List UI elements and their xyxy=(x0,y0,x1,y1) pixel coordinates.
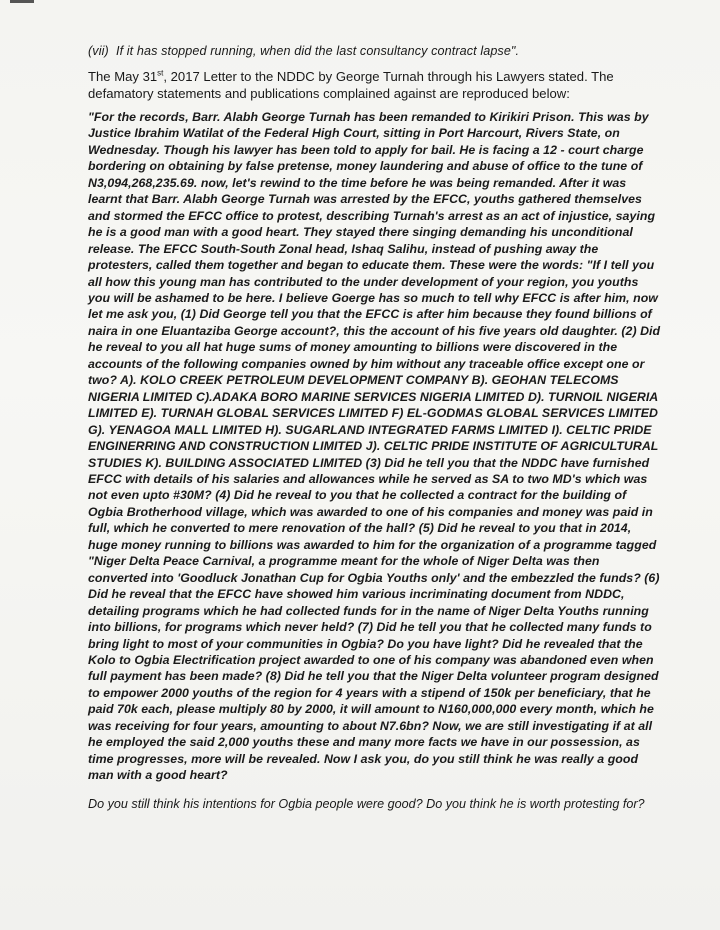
intro-part1: The May 31 xyxy=(88,69,158,84)
scan-edge-mark xyxy=(10,0,34,3)
intro-part2: , 2017 Letter to the NDDC by George Turnah through his Lawyers stated. The defamatory statements and publications complained against are reproduced below: xyxy=(88,69,614,101)
question-number: (vii) xyxy=(88,44,109,58)
intro-paragraph xyxy=(88,68,662,102)
question-text: If it has stopped running, when did the last consultancy contract lapse". xyxy=(115,44,520,58)
quoted-statement: "For the records, Barr. Alabh George Turnah has been remanded to Kirikiri Prison. This was by Justice Ibrahim Watilat of the Federal High Court, sitting in Port Harcourt, Rivers State, on Wednesday. Though his lawyer has been told to apply for bail. He is facing a 12 - court charge bordering on obtaining by false pretense, money laundering and abuse of office to the tune of N3,094,268,235.69. now, let's rewind to the time before he was being remanded. After it was learnt that Barr. Alabh George Turnah was arrested by the EFCC, youths gathered themselves and stormed the EFCC office to protest, describing Turnah's arrest as an act of injustice, saying he is a good man with a good heart. They stayed there singing demanding his unconditional release. The EFCC South-South Zonal head, Ishaq Salihu, instead of pushing away the protesters, called them together and began to educate them. These were the words: "If I tell you all how this young man has contributed to the under development of your region, you youths you will be ashamed to be here. I believe Goerge has so much to tell why EFCC is after him, now let me ask you, (1) Did George tell you that the EFCC is after him because they found billions of naira in one Eluantaziba George account?, this the account of his five years old daughter. (2) Did he reveal to you all hat huge sums of money amounting to billions were discovered in the accounts of the following companies owned by him without any traceable office except one or two? A). KOLO CREEK PETROLEUM DEVELOPMENT COMPANY B). GEOHAN TELECOMS NIGERIA LIMITED C).ADAKA BORO MARINE SERVICES NIGERIA LIMITED D). TURNOIL NIGERIA LIMITED E). TURNAH GLOBAL SERVICES LIMITED F) EL-GODMAS GLOBAL SERVICES LIMITED G). YENAGOA MALL LIMITED H). SUGARLAND INTEGRATED FARMS LIMITED I). CELTIC PRIDE ENGINERRING AND CONSTRUCTION LIMITED J). CELTIC PRIDE INSTITUTE OF AGRICULTURAL STUDIES K). BUILDING ASSOCIATED LIMITED (3) Did he tell you that the NDDC have furnished EFCC with details of his salaries and allowances while he served as SA to two MD's which was not even upto #30M? (4) Did he reveal to you that he collected a contract for the building of Ogbia Brotherhood village, which was awarded to one of his companies and money was paid in full, which he converted to mere renovation of the hall? (5) Did he reveal to you that in 2014, huge money running to billions was awarded to him for the organization of a programme tagged "Niger Delta Peace Carnival, a programme meant for the whole of Niger Delta was then converted into 'Goodluck Jonathan Cup for Ogbia Youths only' and the embezzled the funds? (6) Did he reveal that the EFCC have showed him various incriminating document from NDDC, detailing programs which he had collected funds for in the name of Niger Delta Youths running into billions, for programs which never held? (7) Did he tell you that he collected many funds to bring light to most of your communities in Ogbia? Do you have light? Did he revealed that the Kolo to Ogbia Electrification project awarded to one of his company was abandoned even when full payment has been made? (8) Did he tell you that the Niger Delta volunteer program designed to empower 2000 youths of the region for 4 years with a stipend of 150k per beneficiary, that he paid 70k each, please multiply 80 by 2000, it will amount to N160,000,000 every month, which he was receiving for four years, amounting to about N7.6bn? Now, we are still investigating if at all he employed the said 2,000 youths these and many more facts we have in our possession, as time progresses, more will be revealed. Now I ask you, do you still think he was really a good man with a good heart? xyxy=(88,110,661,783)
question-heading xyxy=(88,44,662,58)
intro-superscript: st xyxy=(157,68,164,78)
closing-paragraph: Do you still think his intentions for Ogbia people were good? Do you think he is worth protesting for? xyxy=(88,796,645,811)
